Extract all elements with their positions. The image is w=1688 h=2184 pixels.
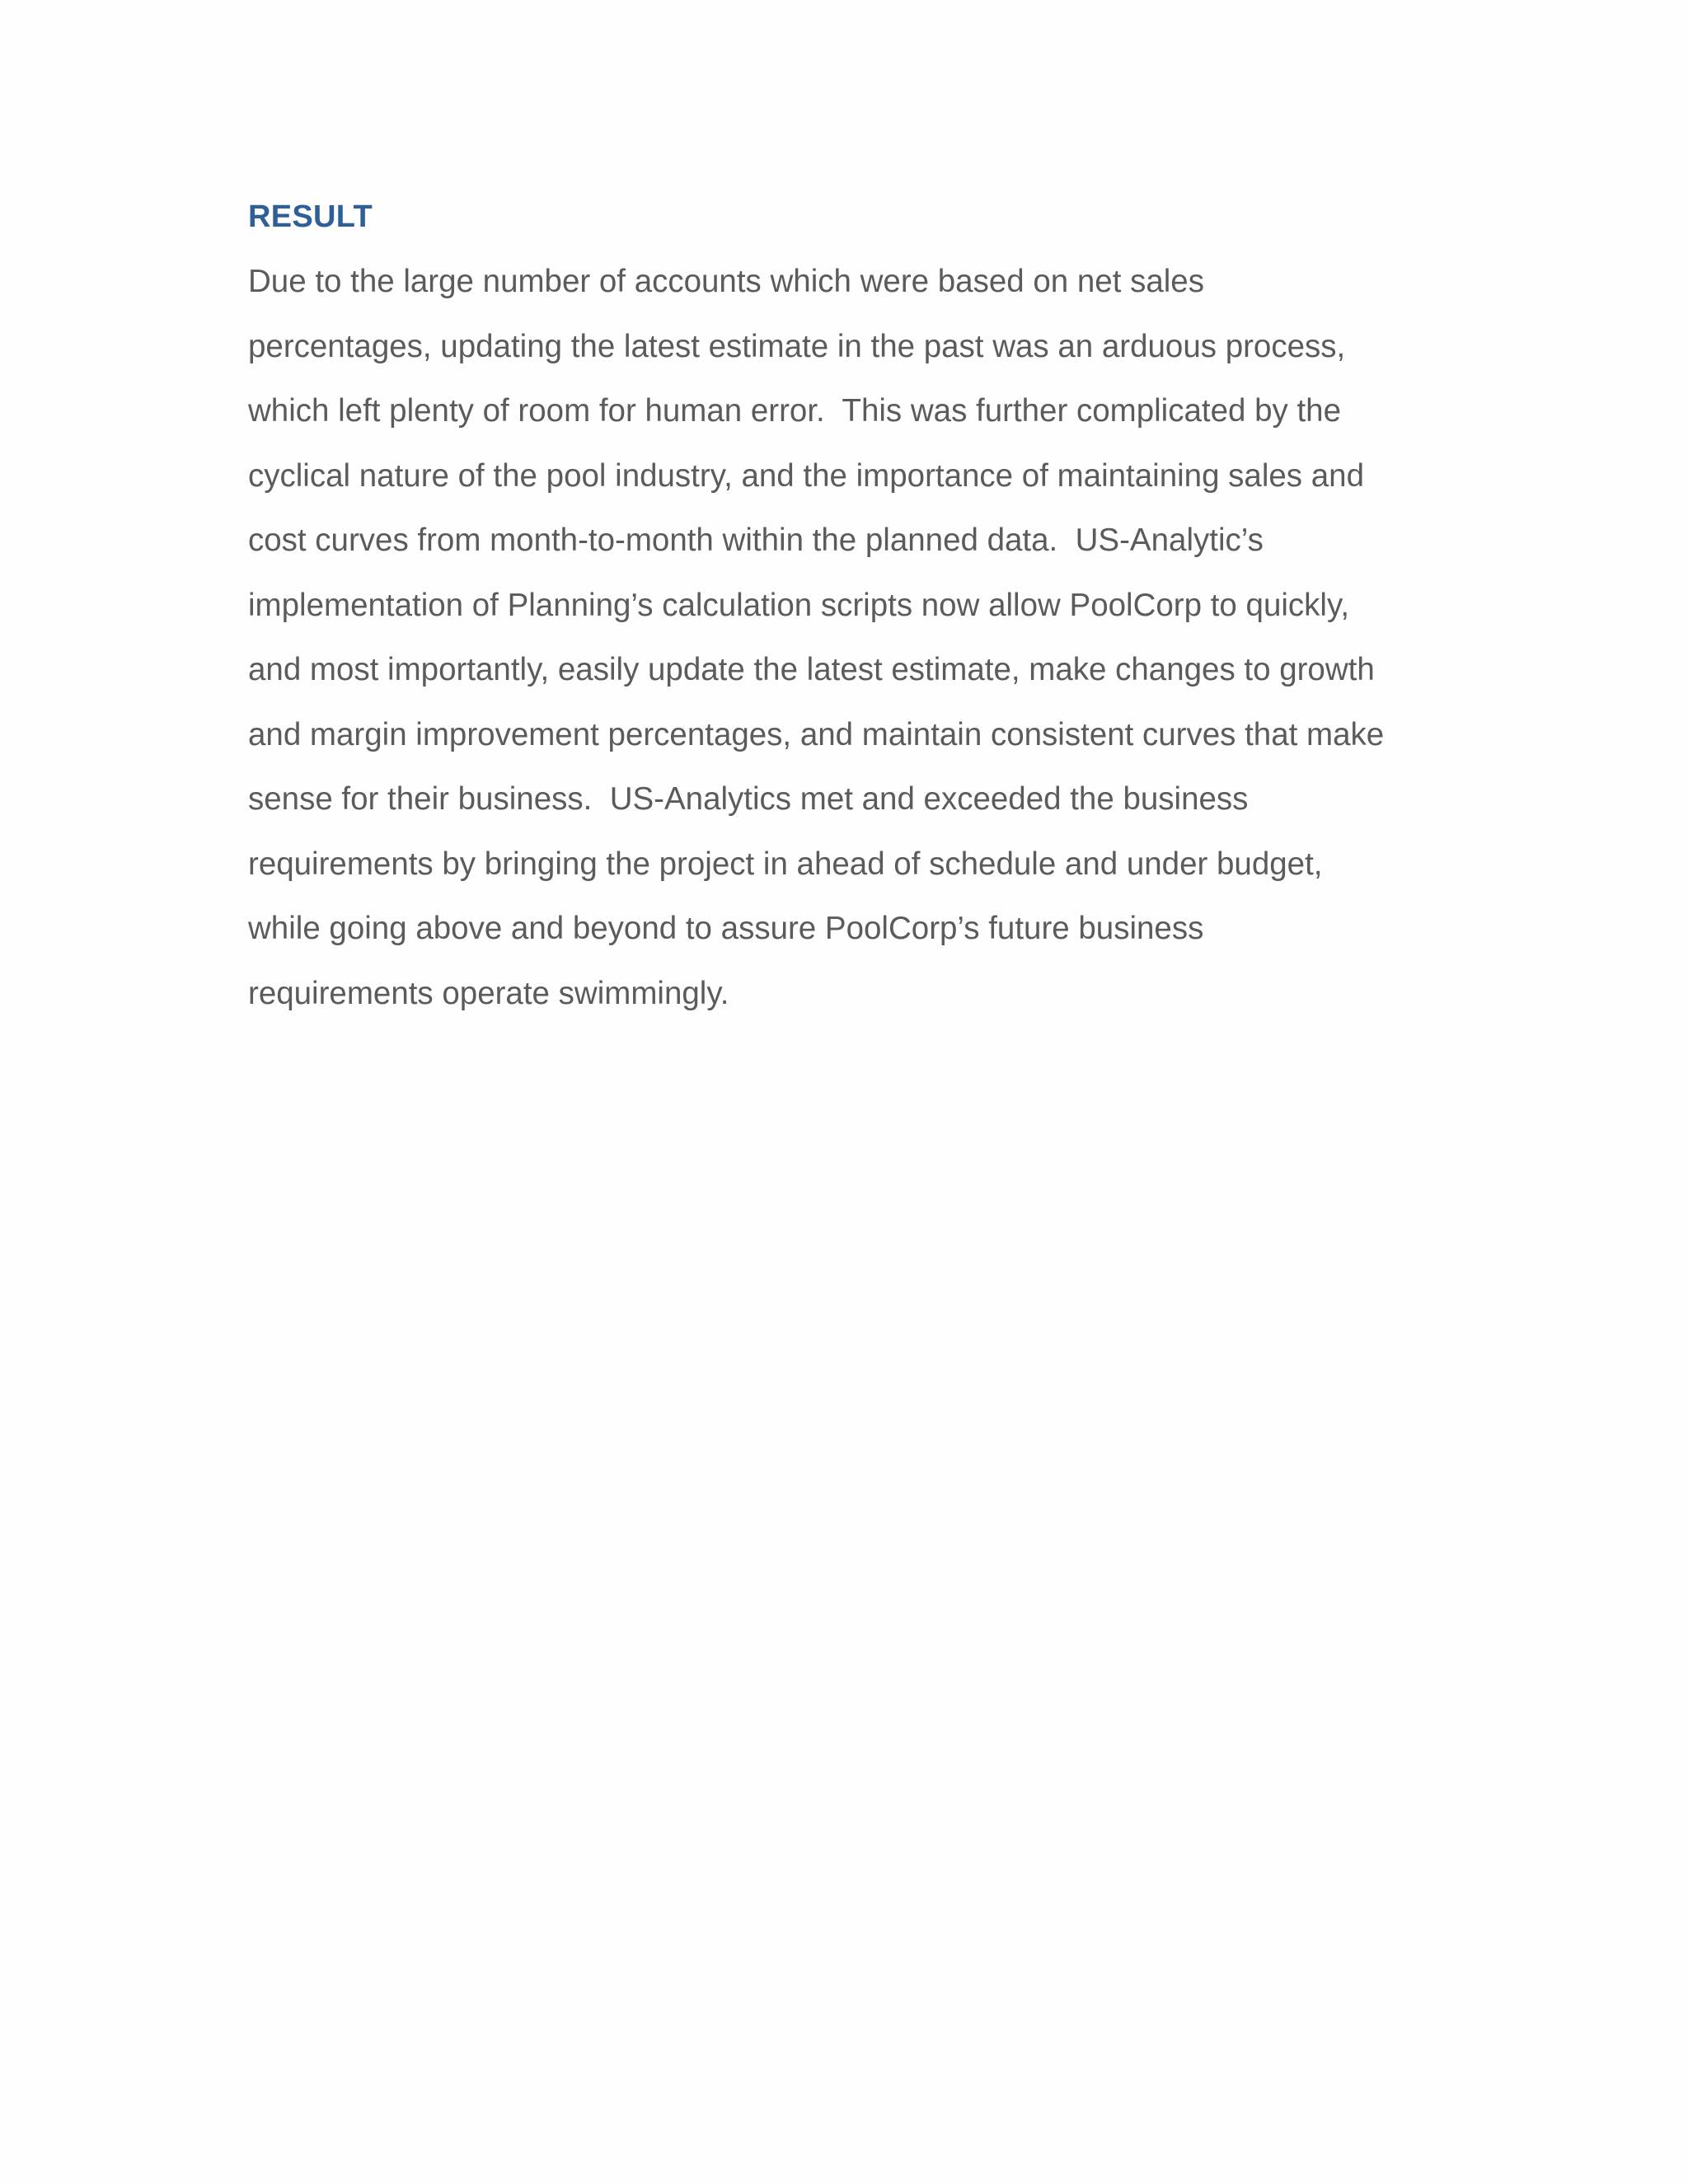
- body-paragraph: [248, 261, 1384, 1038]
- body-line: and margin improvement percentages, and maintain consistent curves that make: [248, 716, 1385, 752]
- body-line: percentages, updating the latest estimate in the past was an arduous process,: [248, 328, 1346, 364]
- body-line: requirements by bringing the project in ahead of schedule and under budget,: [248, 846, 1323, 882]
- body-line: which left plenty of room for human error. This was further complicated by the: [248, 393, 1341, 429]
- section-heading: RESULT: [248, 199, 373, 234]
- body-line: and most importantly, easily update the latest estimate, make changes to growth: [248, 652, 1375, 687]
- body-line: sense for their business. US-Analytics met and exceeded the business: [248, 781, 1249, 817]
- body-line: while going above and beyond to assure PoolCorp’s future business: [248, 911, 1204, 946]
- body-line: cost curves from month-to-month within the planned data. US-Analytic’s: [248, 523, 1264, 558]
- body-line: implementation of Planning’s calculation scripts now allow PoolCorp to quickly,: [248, 587, 1350, 623]
- body-line: Due to the large number of accounts which were based on net sales: [248, 264, 1204, 299]
- body-line: cyclical nature of the pool industry, and the importance of maintaining sales and: [248, 457, 1364, 494]
- body-line: requirements operate swimmingly.: [248, 975, 729, 1011]
